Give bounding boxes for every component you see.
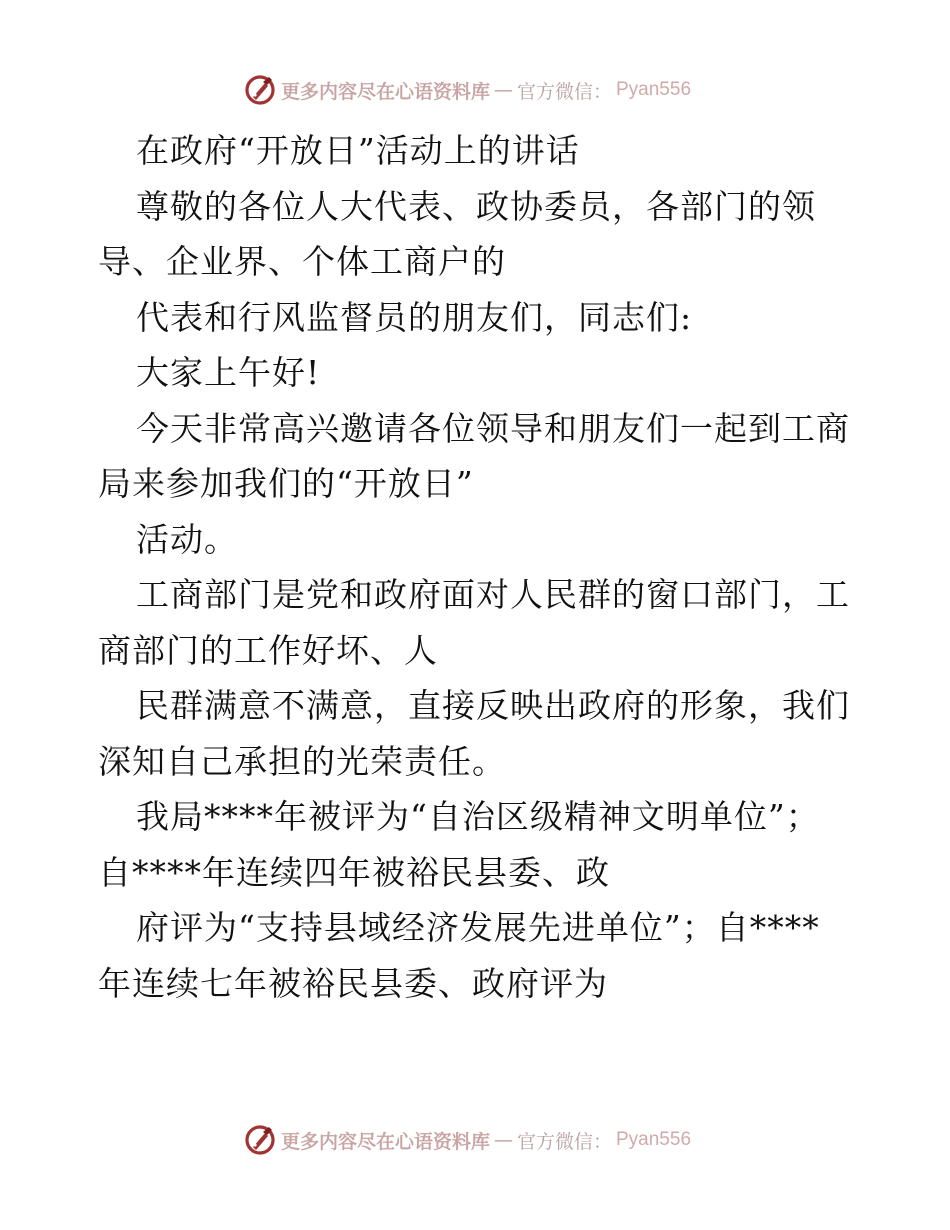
- text-line: 代表和行风监督员的朋友们，同志们:: [136, 297, 693, 337]
- pen-logo-icon: [243, 1123, 277, 1157]
- text-line: 尊敬的各位人大代表、政协委员，各部门的领: [136, 186, 816, 226]
- text-line: 局来参加我们的“开放日”: [98, 464, 474, 503]
- watermark-dash: —: [493, 1129, 513, 1151]
- text-line: 商部门的工作好坏、人: [98, 630, 438, 670]
- text-line: 大家上午好!: [136, 353, 321, 392]
- watermark-title: 更多内容尽在心语资料库: [280, 80, 490, 103]
- watermark-label: 官方微信：: [516, 80, 612, 103]
- pen-logo-icon: [243, 73, 277, 107]
- watermark-title: 更多内容尽在心语资料库: [280, 1130, 490, 1153]
- watermark-label: 官方微信：: [516, 1130, 612, 1153]
- text-line: 年连续七年被裕民县委、政府评为: [98, 963, 608, 1003]
- watermark-content: [243, 73, 691, 107]
- watermark-id: Pyan556: [616, 1129, 692, 1150]
- text-line: 活动。: [136, 519, 238, 559]
- speech-body: [98, 123, 858, 1011]
- header-watermark: [0, 70, 950, 110]
- text-line: 府评为“支持县域经济发展先进单位”；自****: [136, 908, 820, 947]
- watermark-dash: —: [493, 79, 513, 101]
- footer-watermark: [0, 1120, 950, 1160]
- watermark-id: Pyan556: [616, 79, 692, 100]
- text-line: 自****年连续四年被裕民县委、政: [98, 852, 610, 892]
- text-line: 深知自己承担的光荣责任。: [98, 741, 506, 781]
- text-line: 工商部门是党和政府面对人民群的窗口部门，工: [136, 575, 850, 614]
- speech-title: 在政府“开放日”活动上的讲话: [136, 131, 580, 170]
- text-line: 今天非常高兴邀请各位领导和朋友们一起到工商: [136, 408, 850, 448]
- text-line: 民群满意不满意，直接反映出政府的形象，我们: [136, 686, 850, 725]
- watermark-content: [243, 1123, 691, 1157]
- text-line: 我局****年被评为“自治区级精神文明单位”；: [136, 797, 820, 836]
- text-line: 导、企业界、个体工商户的: [98, 242, 506, 281]
